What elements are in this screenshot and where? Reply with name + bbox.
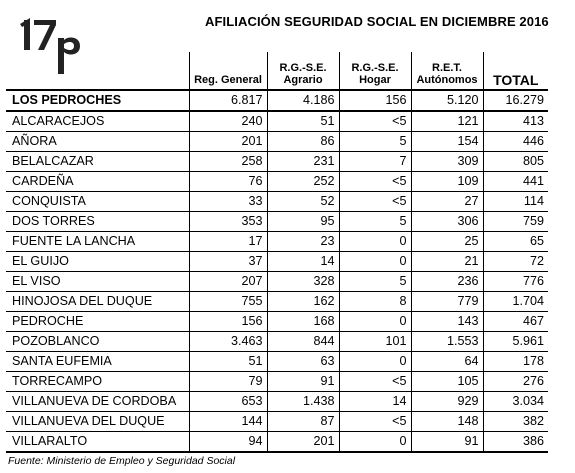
cell-reg-general: 79: [189, 372, 267, 392]
cell-hogar: 0: [339, 252, 411, 272]
cell-reg-general: 37: [189, 252, 267, 272]
municipality-name: BELALCAZAR: [6, 152, 189, 172]
source-note: Fuente: Ministerio de Empleo y Seguridad Social: [8, 455, 236, 467]
cell-autonomos: 105: [411, 372, 483, 392]
cell-total: 276: [483, 372, 548, 392]
cell-reg-general: 240: [189, 111, 267, 132]
summary-agrario: 4.186: [267, 90, 339, 111]
municipality-name: PEDROCHE: [6, 312, 189, 332]
cell-reg-general: 76: [189, 172, 267, 192]
cell-reg-general: 33: [189, 192, 267, 212]
municipality-name: SANTA EUFEMIA: [6, 352, 189, 372]
table-row: [6, 272, 548, 292]
municipality-name: POZOBLANCO: [6, 332, 189, 352]
cell-hogar: 7: [339, 152, 411, 172]
cell-hogar: 5: [339, 272, 411, 292]
cell-agrario: 95: [267, 212, 339, 232]
cell-hogar: <5: [339, 372, 411, 392]
cell-autonomos: 154: [411, 132, 483, 152]
cell-hogar: 0: [339, 432, 411, 453]
cell-autonomos: 306: [411, 212, 483, 232]
municipality-name: VILLARALTO: [6, 432, 189, 453]
cell-reg-general: 653: [189, 392, 267, 412]
cell-autonomos: 25: [411, 232, 483, 252]
summary-hogar: 156: [339, 90, 411, 111]
table-row: [6, 132, 548, 152]
table-row: [6, 372, 548, 392]
municipality-name: EL GUIJO: [6, 252, 189, 272]
cell-hogar: 101: [339, 332, 411, 352]
cell-autonomos: 121: [411, 111, 483, 132]
municipality-name: VILLANUEVA DE CORDOBA: [6, 392, 189, 412]
cell-autonomos: 143: [411, 312, 483, 332]
table-row: [6, 332, 548, 352]
municipality-name: CONQUISTA: [6, 192, 189, 212]
cell-agrario: 844: [267, 332, 339, 352]
municipality-name: ALCARACEJOS: [6, 111, 189, 132]
cell-hogar: <5: [339, 111, 411, 132]
municipality-name: VILLANUEVA DEL DUQUE: [6, 412, 189, 432]
table-row: [6, 432, 548, 453]
summary-row: [6, 90, 548, 111]
cell-hogar: 0: [339, 312, 411, 332]
cell-reg-general: 17: [189, 232, 267, 252]
table-row: [6, 212, 548, 232]
cell-autonomos: 779: [411, 292, 483, 312]
cell-total: 467: [483, 312, 548, 332]
header-total: TOTAL: [483, 52, 548, 90]
cell-reg-general: 755: [189, 292, 267, 312]
table-row: [6, 152, 548, 172]
cell-hogar: 14: [339, 392, 411, 412]
cell-autonomos: 929: [411, 392, 483, 412]
summary-reg-general: 6.817: [189, 90, 267, 111]
cell-reg-general: 144: [189, 412, 267, 432]
table-row: [6, 412, 548, 432]
cell-autonomos: 64: [411, 352, 483, 372]
cell-autonomos: 148: [411, 412, 483, 432]
cell-agrario: 201: [267, 432, 339, 453]
cell-autonomos: 236: [411, 272, 483, 292]
cell-total: 114: [483, 192, 548, 212]
municipality-name: FUENTE LA LANCHA: [6, 232, 189, 252]
cell-hogar: 0: [339, 352, 411, 372]
table-row: [6, 252, 548, 272]
cell-reg-general: 353: [189, 212, 267, 232]
municipality-name: EL VISO: [6, 272, 189, 292]
table-row: [6, 192, 548, 212]
cell-autonomos: 309: [411, 152, 483, 172]
header-agrario: R.G.-S.E. Agrario: [267, 52, 339, 90]
cell-hogar: <5: [339, 172, 411, 192]
cell-reg-general: 207: [189, 272, 267, 292]
cell-agrario: 231: [267, 152, 339, 172]
summary-autonomos: 5.120: [411, 90, 483, 111]
cell-hogar: 8: [339, 292, 411, 312]
cell-reg-general: 156: [189, 312, 267, 332]
table-row: [6, 232, 548, 252]
cell-total: 65: [483, 232, 548, 252]
cell-total: 178: [483, 352, 548, 372]
cell-agrario: 1.438: [267, 392, 339, 412]
cell-autonomos: 1.553: [411, 332, 483, 352]
table-row: [6, 172, 548, 192]
cell-autonomos: 27: [411, 192, 483, 212]
cell-reg-general: 51: [189, 352, 267, 372]
cell-agrario: 23: [267, 232, 339, 252]
header-reg-general: Reg. General: [189, 52, 267, 90]
cell-agrario: 51: [267, 111, 339, 132]
cell-total: 441: [483, 172, 548, 192]
cell-agrario: 14: [267, 252, 339, 272]
summary-total: 16.279: [483, 90, 548, 111]
cell-hogar: <5: [339, 412, 411, 432]
header-autonomos: R.E.T. Autónomos: [411, 52, 483, 90]
cell-agrario: 87: [267, 412, 339, 432]
table-title: AFILIACIÓN SEGURIDAD SOCIAL EN DICIEMBRE 2016: [205, 14, 549, 29]
cell-agrario: 91: [267, 372, 339, 392]
cell-total: 759: [483, 212, 548, 232]
header-row: [6, 52, 548, 90]
cell-agrario: 52: [267, 192, 339, 212]
cell-agrario: 252: [267, 172, 339, 192]
cell-total: 1.704: [483, 292, 548, 312]
header-hogar: R.G.-S.E. Hogar: [339, 52, 411, 90]
cell-total: 3.034: [483, 392, 548, 412]
cell-reg-general: 201: [189, 132, 267, 152]
cell-hogar: 5: [339, 132, 411, 152]
cell-total: 72: [483, 252, 548, 272]
cell-hogar: 5: [339, 212, 411, 232]
cell-autonomos: 109: [411, 172, 483, 192]
municipality-name: TORRECAMPO: [6, 372, 189, 392]
cell-agrario: 328: [267, 272, 339, 292]
cell-hogar: 0: [339, 232, 411, 252]
cell-total: 413: [483, 111, 548, 132]
cell-agrario: 168: [267, 312, 339, 332]
cell-autonomos: 21: [411, 252, 483, 272]
cell-agrario: 162: [267, 292, 339, 312]
cell-reg-general: 94: [189, 432, 267, 453]
cell-agrario: 63: [267, 352, 339, 372]
table-row: [6, 111, 548, 132]
summary-name: LOS PEDROCHES: [6, 90, 189, 111]
table-row: [6, 292, 548, 312]
cell-hogar: <5: [339, 192, 411, 212]
municipality-name: CARDEÑA: [6, 172, 189, 192]
table-row: [6, 312, 548, 332]
municipality-name: AÑORA: [6, 132, 189, 152]
header-blank: [6, 52, 189, 90]
cell-total: 776: [483, 272, 548, 292]
table-row: [6, 352, 548, 372]
municipality-name: DOS TORRES: [6, 212, 189, 232]
cell-reg-general: 3.463: [189, 332, 267, 352]
cell-total: 5.961: [483, 332, 548, 352]
cell-total: 805: [483, 152, 548, 172]
cell-autonomos: 91: [411, 432, 483, 453]
cell-agrario: 86: [267, 132, 339, 152]
cell-reg-general: 258: [189, 152, 267, 172]
affiliation-table: [6, 52, 548, 453]
cell-total: 446: [483, 132, 548, 152]
cell-total: 386: [483, 432, 548, 453]
cell-total: 382: [483, 412, 548, 432]
municipality-name: HINOJOSA DEL DUQUE: [6, 292, 189, 312]
table-row: [6, 392, 548, 412]
